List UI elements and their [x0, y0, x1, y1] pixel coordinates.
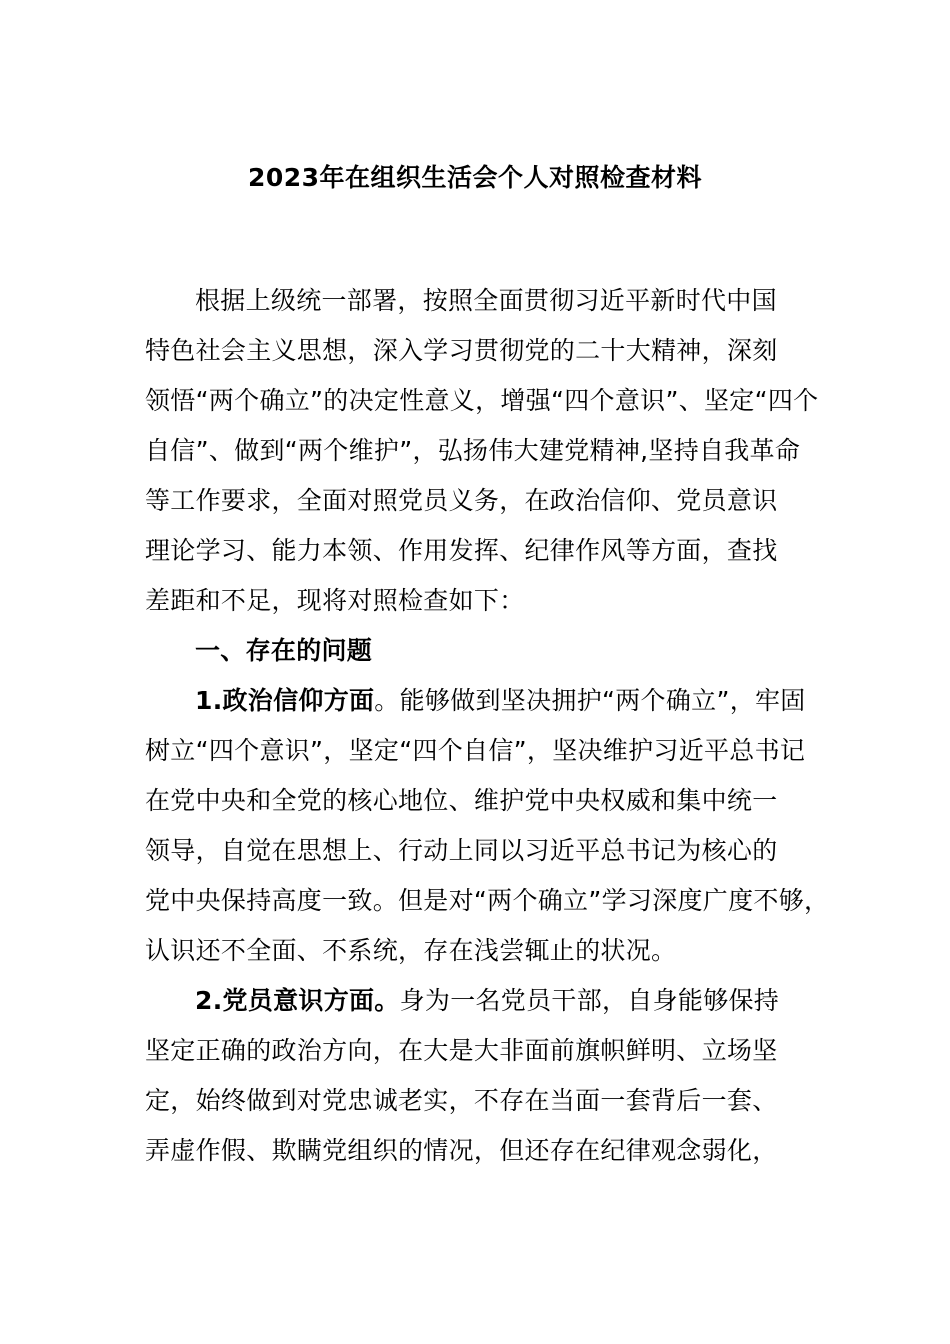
item1-first-line: [195, 684, 806, 718]
intro-line-4: 自信”、做到“两个维护”，弘扬伟大建党精神,坚持自我革命: [145, 436, 801, 465]
item1-line-3: 在党中央和全党的核心地位、维护党中央权威和集中统一: [145, 786, 778, 815]
intro-line-6: 理论学习、能力本领、作用发挥、纪律作风等方面，查找: [145, 536, 778, 565]
item2-line-4: 弄虚作假、欺瞒党组织的情况，但还存在纪律观念弱化，: [145, 1136, 778, 1165]
item1-first-line-text: 。能够做到坚决拥护“两个确立”，牢固: [374, 686, 806, 715]
item1-line-5: 党中央保持高度一致。但是对“两个确立”学习深度广度不够，: [145, 886, 830, 915]
item2-heading: 2.党员意识方面。: [195, 986, 400, 1015]
item1-heading: 1.政治信仰方面: [195, 686, 375, 715]
item2-line-2: 坚定正确的政治方向，在大是大非面前旗帜鲜明、立场坚: [145, 1036, 778, 1065]
intro-line-2: 特色社会主义思想，深入学习贯彻党的二十大精神，深刻: [145, 336, 778, 365]
intro-line-3: 领悟“两个确立”的决定性意义，增强“四个意识”、坚定“四个: [145, 386, 819, 415]
item2-first-line: [195, 984, 779, 1018]
intro-line-1: 根据上级统一部署，按照全面贯彻习近平新时代中国: [195, 286, 777, 315]
item2-first-line-text: 身为一名党员干部，自身能够保持: [399, 986, 780, 1015]
intro-line-7: 差距和不足，现将对照检查如下：: [145, 586, 525, 615]
item1-line-4: 领导，自觉在思想上、行动上同以习近平总书记为核心的: [145, 836, 778, 865]
item1-line-6: 认识还不全面、不系统，存在浅尝辄止的状况。: [145, 936, 677, 965]
intro-line-5: 等工作要求，全面对照党员义务，在政治信仰、党员意识: [145, 486, 778, 515]
item1-line-2: 树立“四个意识”，坚定“四个自信”，坚决维护习近平总书记: [145, 736, 806, 765]
document-title: 2023年在组织生活会个人对照检查材料: [247, 163, 703, 192]
section-heading: 一、存在的问题: [195, 636, 373, 665]
item2-line-3: 定，始终做到对党忠诚老实，不存在当面一套背后一套、: [145, 1086, 778, 1115]
